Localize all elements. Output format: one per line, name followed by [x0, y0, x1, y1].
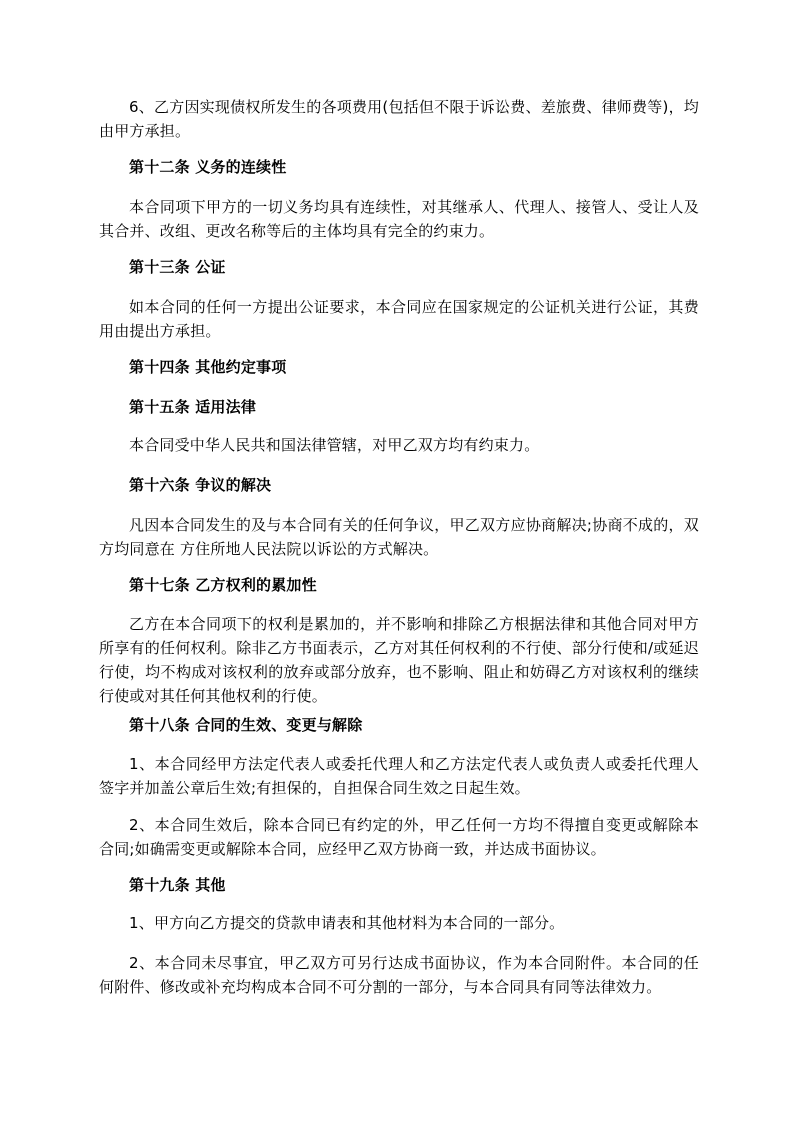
paragraph-effectiveness: 1、本合同经甲方法定代表人或委托代理人和乙方法定代表人或负责人或委托代理人签字并加盖公章后生效;有担保的，自担保合同生效之日起生效。: [99, 755, 699, 797]
paragraph-dispute: 凡因本合同发生的及与本合同有关的任何争议，甲乙双方应协商解决;协商不成的，双方均同意在 方住所地人民法院以诉讼的方式解决。: [99, 516, 699, 558]
paragraph-continuity: 本合同项下甲方的一切义务均具有连续性，对其继承人、代理人、接管人、受让人及其合并、改组、更改名称等后的主体均具有完全的约束力。: [99, 198, 699, 240]
article-16-heading: 第十六条 争议的解决: [129, 476, 272, 494]
article-15-heading: 第十五条 适用法律: [129, 398, 257, 416]
paragraph-fees: 6、乙方因实现债权所发生的各项费用(包括但不限于诉讼费、差旅费、律师费等)，均由甲方承担。: [99, 98, 699, 140]
paragraph-cumulative-rights: 乙方在本合同项下的权利是累加的，并不影响和排除乙方根据法律和其他合同对甲方所享有的任何权利。除非乙方书面表示，乙方对其任何权利的不行使、部分行使和/或延迟行使，均不构成对该权利的放弃或部分放弃，也不影响、阻止和妨碍乙方对该权利的继续行使或对其任何其他权利的行使。: [99, 615, 699, 705]
article-12-heading: 第十二条 义务的连续性: [129, 158, 287, 176]
article-13-heading: 第十三条 公证: [129, 258, 226, 276]
article-17-heading: 第十七条 乙方权利的累加性: [129, 576, 317, 594]
article-18-heading: 第十八条 合同的生效、变更与解除: [129, 716, 363, 734]
article-19-heading: 第十九条 其他: [129, 876, 226, 894]
article-14-heading: 第十四条 其他约定事项: [129, 358, 287, 376]
paragraph-governing-law: 本合同受中华人民共和国法律管辖，对甲乙双方均有约束力。: [129, 436, 540, 454]
paragraph-application-materials: 1、甲方向乙方提交的贷款申请表和其他材料为本合同的一部分。: [129, 914, 565, 932]
paragraph-supplementary-terms: 2、本合同未尽事宜，甲乙双方可另行达成书面协议，作为本合同附件。本合同的任何附件、修改或补充均构成本合同不可分割的一部分，与本合同具有同等法律效力。: [99, 954, 699, 996]
paragraph-modification: 2、本合同生效后，除本合同已有约定的外，甲乙任何一方均不得擅自变更或解除本合同;如确需变更或解除本合同，应经甲乙双方协商一致，并达成书面协议。: [99, 816, 699, 858]
paragraph-notarization: 如本合同的任何一方提出公证要求，本合同应在国家规定的公证机关进行公证，其费用由提出方承担。: [99, 298, 699, 340]
